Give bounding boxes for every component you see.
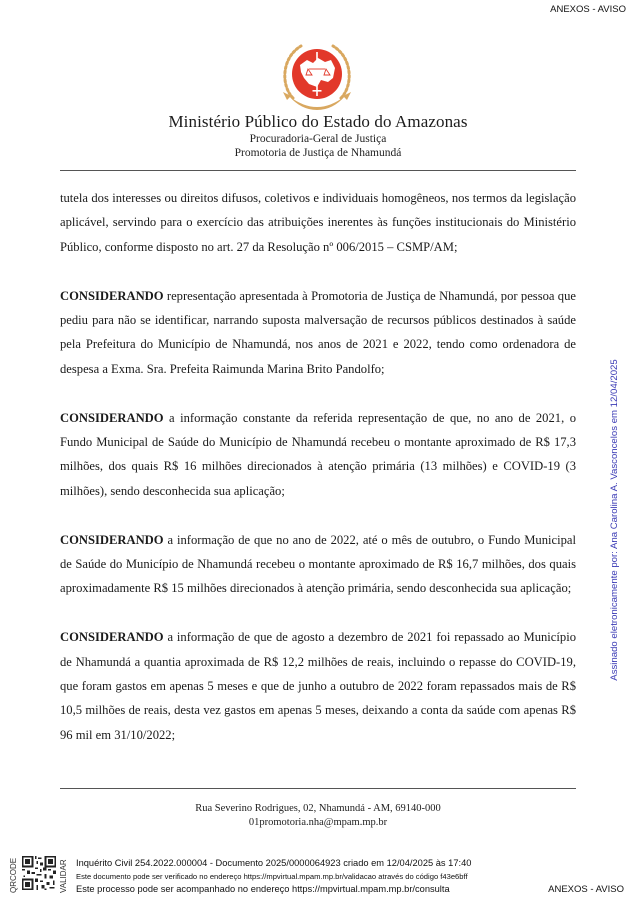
header-subtitle-1: Procuradoria-Geral de Justiça [249, 133, 387, 145]
body-paragraph [60, 528, 576, 601]
qr-code-icon[interactable] [22, 856, 56, 890]
footer-divider [60, 788, 576, 789]
page-tag-top: ANEXOS - AVISO [550, 4, 626, 15]
page-title: Ministério Público do Estado do Amazonas [168, 112, 468, 131]
paragraph-lead: CONSIDERANDO [60, 532, 164, 547]
header-divider [60, 170, 576, 171]
body-paragraph [60, 406, 576, 504]
paragraph-lead: CONSIDERANDO [60, 410, 164, 425]
body-paragraph [60, 186, 576, 259]
page-tag-bottom: ANEXOS - AVISO [548, 884, 624, 895]
paragraph-text: tutela dos interesses ou direitos difusos, coletivos e individuais homogêneos, nos termos da legislação aplicável, servindo para o exercício das atribuições inerentes às funções institucionais do Ministério Público, conforme disposto no art. 27 da Resolução nº 006/2015 – CSMP/AM; [60, 191, 576, 254]
footer-address: Rua Severino Rodrigues, 02, Nhamundá - AM, 69140-000 [195, 803, 441, 814]
paragraph-lead: CONSIDERANDO [60, 630, 164, 645]
paragraph-text: a informação de que de agosto a dezembro de 2021 foi repassado ao Município de Nhamundá a quantia aproximada de R$ 12,2 milhões de reais, incluindo o repasse do COVID-19, que foram gastos em apenas 5 meses e que de junho a outubro de 2022 foram repassados mais de R$ 10,5 milhões de reais, desta vez gastos em apenas 5 meses, deixando a conta da saúde com apenas R$ 96 mil em 31/10/2022; [60, 630, 576, 742]
qrcode-label: QRCODE [9, 857, 18, 893]
footer-verification-info: Este documento pode ser verificado no endereço https://mpvirtual.mpam.mp.br/validacao através do código f43e6bff [76, 872, 468, 881]
paragraph-lead: CONSIDERANDO [60, 288, 164, 303]
footer-document-info: Inquérito Civil 254.2022.000004 - Documento 2025/0000064923 criado em 12/04/2025 às 17:40 [76, 858, 472, 868]
footer-tracking-info: Este processo pode ser acompanhado no endereço https://mpvirtual.mpam.mp.br/consulta [76, 884, 450, 894]
validar-label: VALIDAR [59, 859, 68, 893]
header-subtitle-2: Promotoria de Justiça de Nhamundá [234, 147, 402, 159]
paragraph-text: a informação constante da referida representação de que, no ano de 2021, o Fundo Municipal de Saúde do Município de Nhamundá recebeu o montante aproximado de R$ 17,3 milhões, dos quais R$ 16 milhões direcionados à atenção primária (13 milhões) e COVID-19 (3 milhões), sendo desconhecida sua aplicação; [60, 410, 576, 498]
document-body [60, 186, 576, 772]
body-paragraph [60, 625, 576, 747]
body-paragraph [60, 284, 576, 382]
mpam-coat-of-arms-icon [273, 38, 361, 114]
electronic-signature-stamp: Assinado eletronicamente por: Ana Carolina A. Vasconcelos em 12/04/2025 [609, 359, 620, 681]
paragraph-text: representação apresentada à Promotoria de Justiça de Nhamundá, por pessoa que pediu para não se identificar, narrando suposta malversação de recursos públicos destinados à saúde pela Prefeitura do Município de Nhamundá, nos anos de 2021 e 2022, tendo como ordenadora de despesa a Exma. Sra. Prefeita Raimunda Marina Brito Pandolfo; [60, 288, 576, 376]
footer-email: 01promotoria.nha@mpam.mp.br [248, 817, 388, 828]
paragraph-text: a informação de que no ano de 2022, até o mês de outubro, o Fundo Municipal de Saúde do Município de Nhamundá recebeu o montante aproximado de R$ 16,7 milhões, dos quais aproximadamente R$ 15 milhões direcionados à atenção primária, sendo desconhecida sua aplicação; [60, 532, 576, 596]
